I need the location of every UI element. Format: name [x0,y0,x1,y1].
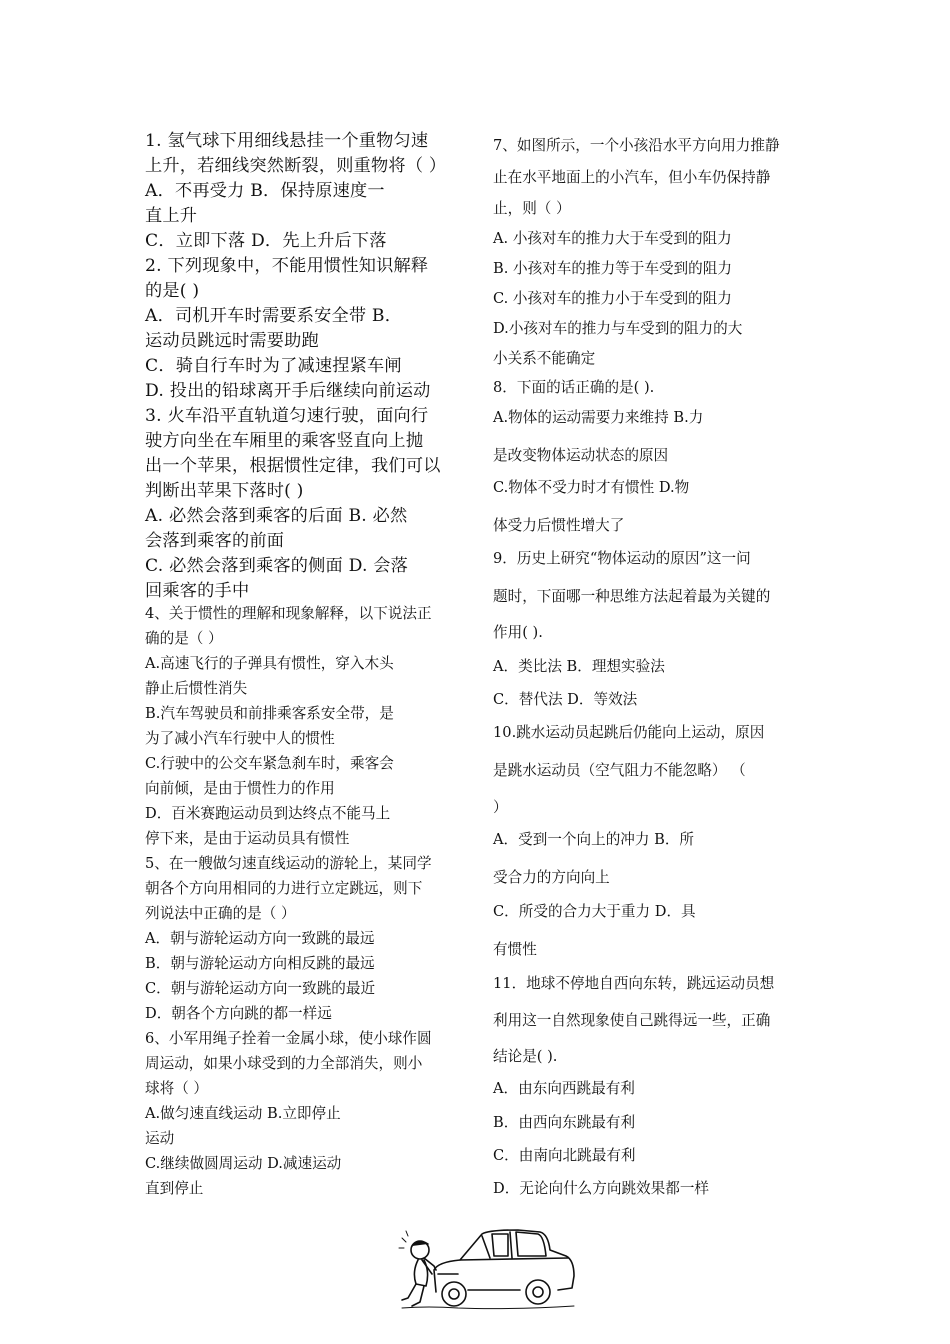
text-line: 是跳水运动员（空气阻力不能忽略） （ [493,762,746,779]
text-line: A．类比法 B．理想实验法 [493,658,665,675]
text-line: 的是( ) [145,281,200,301]
text-line: A. 小孩对车的推力大于车受到的阻力 [493,230,732,247]
text-line: 直到停止 [145,1180,204,1197]
text-line: C.行驶中的公交车紧急刹车时，乘客会 [145,755,394,772]
child-pushing-car-illustration [398,1222,578,1314]
text-line: 会落到乘客的前面 [145,531,285,551]
text-line: 2. 下列现象中，不能用惯性知识解释 [145,256,429,276]
text-line: A. 必然会落到乘客的后面 B. 必然 [145,506,408,526]
text-line: A．司机开车时需要系安全带 B． [145,306,403,326]
text-line: 停下来，是由于运动员具有惯性 [145,830,350,847]
text-line: 7、如图所示，一个小孩沿水平方向用力推静 [493,137,780,154]
text-line: 利用这一自然现象使自己跳得远一些，正确 [493,1012,771,1029]
text-line: 朝各个方向用相同的力进行立定跳远，则下 [145,880,423,897]
text-line: 体受力后惯性增大了 [493,517,625,534]
text-line: 是改变物体运动状态的原因 [493,447,669,464]
text-line: 5、在一艘做匀速直线运动的游轮上，某同学 [145,855,432,872]
text-line: 向前倾，是由于惯性力的作用 [145,780,335,797]
text-line: A．朝与游轮运动方向一致跳的最远 [145,930,375,947]
text-line: A．由东向西跳最有利 [493,1080,635,1097]
text-line: A.高速飞行的子弹具有惯性，穿入木头 [145,655,394,672]
text-line: 球将（ ） [145,1080,209,1097]
text-line: C．所受的合力大于重力 D．具 [493,903,696,920]
text-line: C．骑自行车时为了减速捏紧车闸 [145,356,402,376]
text-line: 作用( ). [493,624,543,641]
text-line: B．朝与游轮运动方向相反跳的最远 [145,955,375,972]
text-line: 结论是( ). [493,1048,558,1065]
text-line: A．受到一个向上的冲力 B．所 [493,831,695,848]
text-line: 4、关于惯性的理解和现象解释，以下说法正 [145,605,432,622]
text-line: 6、小军用绳子拴着一金属小球，使小球作圆 [145,1030,432,1047]
text-line: C. 小孩对车的推力小于车受到的阻力 [493,290,732,307]
text-line: B.汽车驾驶员和前排乘客系安全带，是 [145,705,394,722]
text-line: 止在水平地面上的小汽车，但小车仍保持静 [493,169,771,186]
text-line: 10.跳水运动员起跳后仍能向上运动，原因 [493,724,765,741]
text-line: 上升，若细线突然断裂，则重物将（ ） [145,156,447,176]
text-line: 为了减小汽车行驶中人的惯性 [145,730,335,747]
text-line: 静止后惯性消失 [145,680,248,697]
text-line: C.物体不受力时才有惯性 D.物 [493,479,690,496]
text-line: D. 投出的铅球离开手后继续向前运动 [145,381,431,401]
text-line: A.做匀速直线运动 B.立即停止 [145,1105,341,1122]
text-line: ） [493,799,508,816]
text-line: 判断出苹果下落时( ) [145,481,304,501]
text-line: 运动 [145,1130,175,1147]
text-line: 9．历史上研究“物体运动的原因”这一问 [493,550,751,567]
text-line: B. 小孩对车的推力等于车受到的阻力 [493,260,732,277]
text-line: C．立即下落 D．先上升后下落 [145,231,387,251]
text-line: A.物体的运动需要力来维持 B.力 [493,409,704,426]
text-line: 出一个苹果，根据惯性定律，我们可以 [145,456,441,476]
text-line: 列说法中正确的是（ ） [145,905,296,922]
text-line: 题时，下面哪一种思维方法起着最为关键的 [493,588,771,605]
text-line: 运动员跳远时需要助跑 [145,331,319,351]
text-line: C．由南向北跳最有利 [493,1147,636,1164]
text-line: C．替代法 D．等效法 [493,691,638,708]
text-line: 11．地球不停地自西向东转，跳远运动员想 [493,975,775,992]
text-line: A．不再受力 B．保持原速度一 [145,181,385,201]
text-line: C.继续做圆周运动 D.减速运动 [145,1155,342,1172]
text-line: 驶方向坐在车厢里的乘客竖直向上抛 [145,431,424,451]
text-line: 受合力的方向向上 [493,869,610,886]
text-line: 回乘客的手中 [145,581,250,601]
text-line: 3. 火车沿平直轨道匀速行驶，面向行 [145,406,429,426]
text-line: B．由西向东跳最有利 [493,1114,636,1131]
text-line: D．百米赛跑运动员到达终点不能马上 [145,805,391,822]
text-line: 确的是（ ） [145,630,223,647]
text-line: 1. 氢气球下用细线悬挂一个重物匀速 [145,131,429,151]
text-line: 止，则（ ） [493,200,571,217]
text-line: D．朝各个方向跳的都一样远 [145,1005,332,1022]
text-line: C. 必然会落到乘客的侧面 D. 会落 [145,556,409,576]
text-line: D．无论向什么方向跳效果都一样 [493,1180,710,1197]
text-line: 周运动，如果小球受到的力全部消失，则小 [145,1055,423,1072]
text-line: 有惯性 [493,941,537,958]
text-line: D.小孩对车的推力与车受到的阻力的大 [493,320,743,337]
text-line: 小关系不能确定 [493,350,596,367]
text-line: 8．下面的话正确的是( ). [493,379,655,396]
text-line: C．朝与游轮运动方向一致跳的最近 [145,980,376,997]
text-line: 直上升 [145,206,198,226]
